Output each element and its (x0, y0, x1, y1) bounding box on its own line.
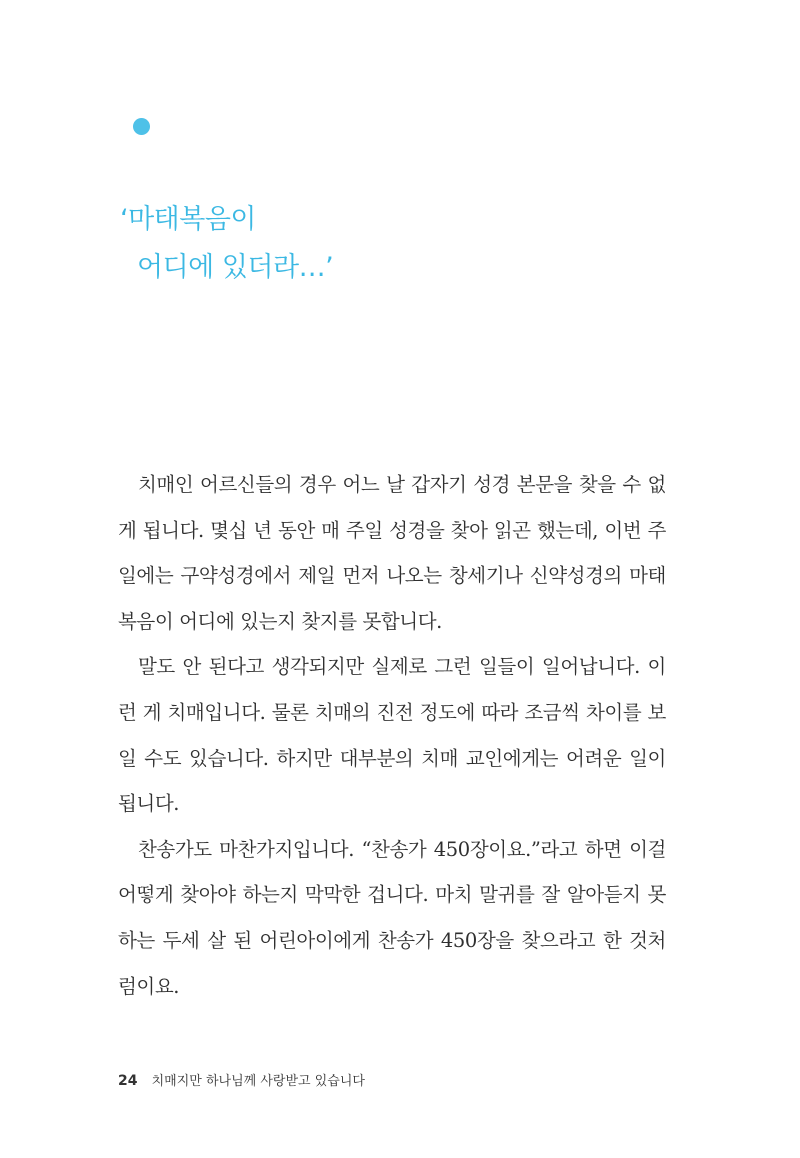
page-number: 24 (118, 1073, 138, 1089)
chapter-heading (120, 196, 333, 292)
heading-line-2: 어디에 있더라…’ (137, 252, 334, 283)
book-title: 치매지만 하나님께 사랑받고 있습니다 (151, 1074, 365, 1089)
paragraph-3: 찬송가도 마찬가지입니다. “찬송가 450장이요.”라고 하면 이걸 어떻게 찾아야 하는지 막막한 겁니다. 마치 말귀를 잘 알아듣지 못하는 두세 살 된 어린아이에게 찬송가 450장을 찾으라고 한 것처럼이요. (118, 837, 666, 998)
paragraph-1: 치매인 어르신들의 경우 어느 날 갑자기 성경 본문을 찾을 수 없게 됩니다. 몇십 년 동안 매 주일 성경을 찾아 읽곤 했는데, 이번 주일에는 구약성경에서 제일 먼저 나오는 창세기나 신약성경의 마태복음이 어디에 있는지 찾지를 못합니다. (118, 473, 666, 633)
bullet-dot-icon (133, 118, 150, 135)
paragraph-2: 말도 안 된다고 생각되지만 실제로 그런 일들이 일어납니다. 이런 게 치매입니다. 물론 치매의 진전 정도에 따라 조금씩 차이를 보일 수도 있습니다. 하지만 대부분의 치매 교인에게는 어려운 일이 됩니다. (118, 655, 666, 816)
heading-line-1: ‘마태복음이 (120, 204, 256, 235)
page-footer (118, 1070, 365, 1089)
body-text (118, 462, 666, 1009)
